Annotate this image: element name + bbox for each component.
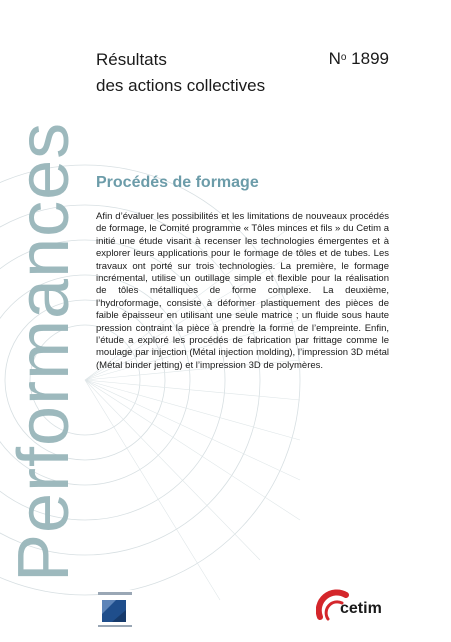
issue-value: 1899 — [351, 49, 389, 68]
partner-logo — [96, 590, 134, 630]
cetim-logo-text: cetim — [340, 600, 382, 617]
issue-prefix: N — [328, 49, 341, 68]
document-title: Procédés de formage — [96, 174, 259, 191]
issue-number — [329, 49, 389, 69]
series-title-line-2: des actions collectives — [96, 76, 266, 95]
abstract-text: Afin d’évaluer les possibilités et les limitations de nouveaux procédés de formage, le Comité programme « Tôles minces et fils » du Cetim a initié une étude visant à recenser les technologies émergentes et à explorer leurs applications pour le formage de tôles et de tubes. Les travaux ont porté sur trois technologies. La première, le formage incrémental, utilise un outillage simple et flexible pour la réalisation de tôles métalliques de forme complexe. La deuxième, l’hydroformage, consiste à déformer plastiquement des pièces de faible épaisseur en utilisant une seule matrice ; un fluide sous haute pression contraint la pièce à prendre la forme de l’empreinte. Enfin, l’étude a exploré les procédés de fabrication par frittage comme le moulage par injection (Métal injection molding), l’impression 3D métal (Métal binder jetting) et l’impression 3D de polymères. — [96, 211, 389, 371]
issue-superscript: o — [340, 52, 347, 63]
vertical-series-word: Performances — [4, 121, 84, 582]
series-title-line-1: Résultats — [96, 50, 167, 69]
series-title — [96, 47, 265, 99]
